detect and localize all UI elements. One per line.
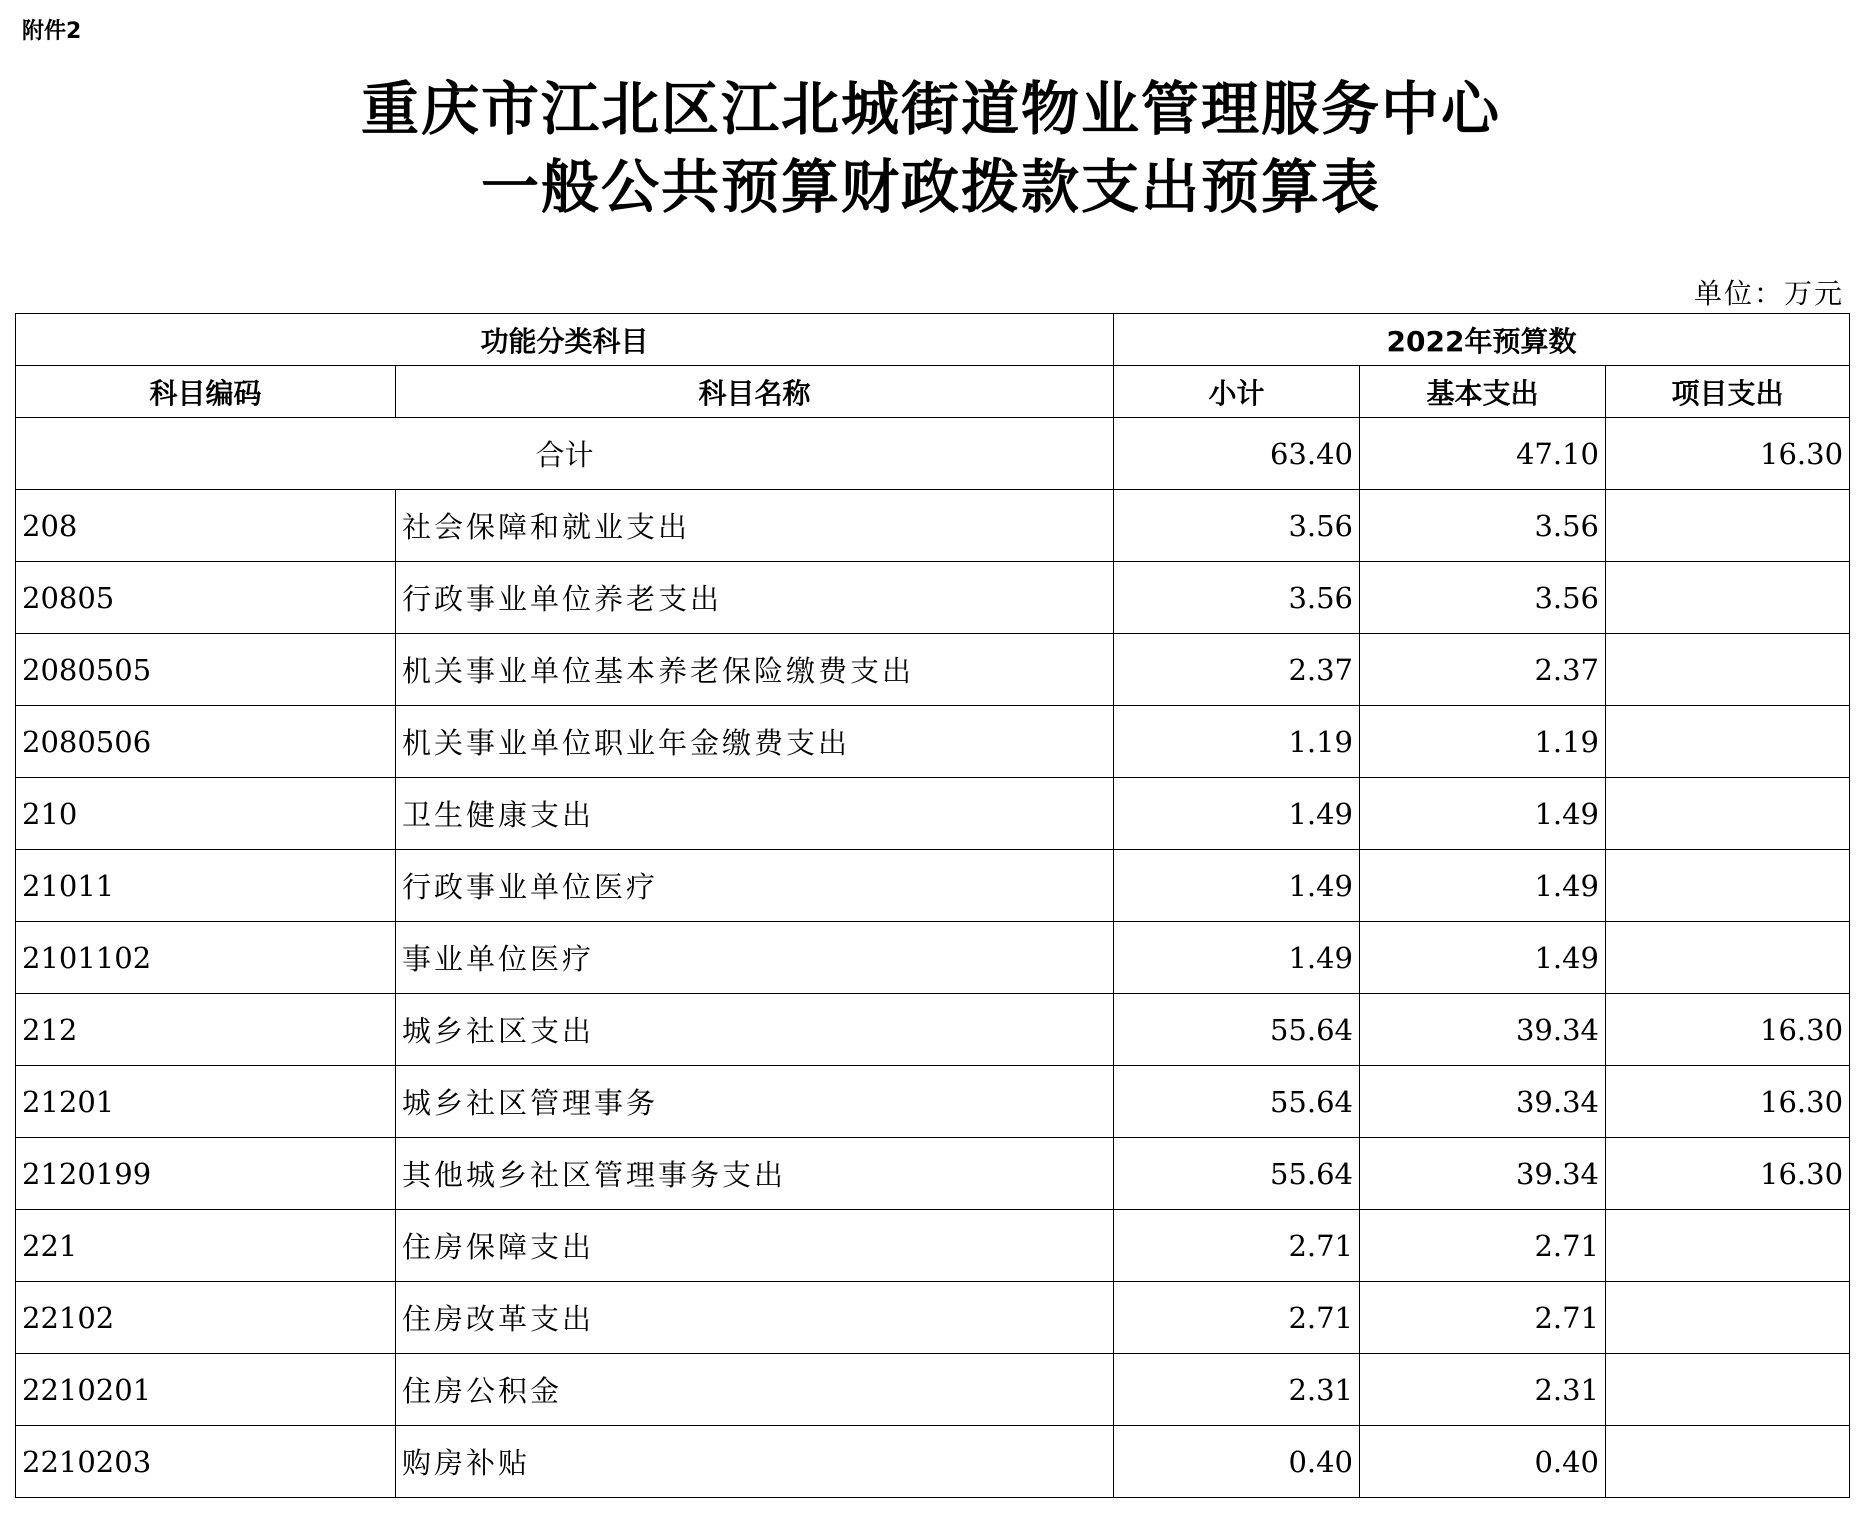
- row-basic: 1.19: [1360, 706, 1606, 778]
- row-name: 机关事业单位职业年金缴费支出: [396, 706, 1114, 778]
- document-title-line2: 一般公共预算财政拨款支出预算表: [480, 153, 1381, 221]
- header-basic: 基本支出: [1360, 366, 1606, 418]
- row-project: [1606, 1354, 1850, 1426]
- row-code: 212: [16, 994, 396, 1066]
- table-row: [16, 1426, 1850, 1498]
- row-code: 2080506: [16, 706, 396, 778]
- row-project: [1606, 706, 1850, 778]
- row-name: 卫生健康支出: [396, 778, 1114, 850]
- row-project: [1606, 634, 1850, 706]
- row-name: 城乡社区支出: [396, 994, 1114, 1066]
- table-row: [16, 634, 1850, 706]
- table-row: [16, 1354, 1850, 1426]
- row-name: 事业单位医疗: [396, 922, 1114, 994]
- header-code: 科目编码: [16, 366, 396, 418]
- row-project: [1606, 1210, 1850, 1282]
- row-project: [1606, 1426, 1850, 1498]
- row-name: 城乡社区管理事务: [396, 1066, 1114, 1138]
- header-function-category: 功能分类科目: [16, 314, 1114, 366]
- row-name: 住房公积金: [396, 1354, 1114, 1426]
- row-basic: 3.56: [1360, 562, 1606, 634]
- total-project: 16.30: [1606, 418, 1850, 490]
- document-title-line1: 重庆市江北区江北城街道物业管理服务中心: [360, 75, 1501, 143]
- row-name: 社会保障和就业支出: [396, 490, 1114, 562]
- row-project: [1606, 490, 1850, 562]
- row-basic: 39.34: [1360, 1066, 1606, 1138]
- row-project: [1606, 778, 1850, 850]
- row-code: 21201: [16, 1066, 396, 1138]
- table-row: [16, 706, 1850, 778]
- budget-table: [15, 313, 1850, 1498]
- row-subtotal: 3.56: [1114, 562, 1360, 634]
- row-name: 机关事业单位基本养老保险缴费支出: [396, 634, 1114, 706]
- header-subtotal: 小计: [1114, 366, 1360, 418]
- row-basic: 1.49: [1360, 922, 1606, 994]
- total-label: 合计: [16, 418, 1114, 490]
- row-code: 21011: [16, 850, 396, 922]
- row-project: [1606, 562, 1850, 634]
- row-code: 22102: [16, 1282, 396, 1354]
- header-row-columns: [16, 366, 1850, 418]
- row-subtotal: 3.56: [1114, 490, 1360, 562]
- row-subtotal: 2.37: [1114, 634, 1360, 706]
- table-row: [16, 922, 1850, 994]
- row-subtotal: 1.49: [1114, 778, 1360, 850]
- table-row: [16, 850, 1850, 922]
- row-project: 16.30: [1606, 1066, 1850, 1138]
- row-basic: 2.31: [1360, 1354, 1606, 1426]
- row-basic: 2.37: [1360, 634, 1606, 706]
- row-basic: 0.40: [1360, 1426, 1606, 1498]
- header-row-group: [16, 314, 1850, 366]
- row-subtotal: 1.49: [1114, 850, 1360, 922]
- header-budget-2022: 2022年预算数: [1114, 314, 1850, 366]
- table-row: [16, 1210, 1850, 1282]
- row-code: 2210203: [16, 1426, 396, 1498]
- row-code: 2120199: [16, 1138, 396, 1210]
- row-subtotal: 1.49: [1114, 922, 1360, 994]
- total-basic: 47.10: [1360, 418, 1606, 490]
- row-code: 2101102: [16, 922, 396, 994]
- row-code: 20805: [16, 562, 396, 634]
- table-row: [16, 778, 1850, 850]
- table-row: [16, 1138, 1850, 1210]
- row-project: [1606, 850, 1850, 922]
- row-name: 行政事业单位养老支出: [396, 562, 1114, 634]
- table-row: [16, 994, 1850, 1066]
- row-basic: 39.34: [1360, 1138, 1606, 1210]
- header-project: 项目支出: [1606, 366, 1850, 418]
- row-project: 16.30: [1606, 994, 1850, 1066]
- row-basic: 1.49: [1360, 778, 1606, 850]
- attachment-label: 附件2: [22, 19, 82, 44]
- row-basic: 39.34: [1360, 994, 1606, 1066]
- row-subtotal: 55.64: [1114, 994, 1360, 1066]
- row-code: 210: [16, 778, 396, 850]
- row-subtotal: 2.71: [1114, 1210, 1360, 1282]
- table-row: [16, 562, 1850, 634]
- unit-label: 单位：万元: [1693, 277, 1844, 310]
- row-basic: 3.56: [1360, 490, 1606, 562]
- row-name: 住房改革支出: [396, 1282, 1114, 1354]
- row-code: 221: [16, 1210, 396, 1282]
- row-project: [1606, 922, 1850, 994]
- table-row: [16, 1066, 1850, 1138]
- row-code: 208: [16, 490, 396, 562]
- row-subtotal: 55.64: [1114, 1066, 1360, 1138]
- row-name: 购房补贴: [396, 1426, 1114, 1498]
- row-basic: 2.71: [1360, 1282, 1606, 1354]
- row-project: 16.30: [1606, 1138, 1850, 1210]
- row-name: 其他城乡社区管理事务支出: [396, 1138, 1114, 1210]
- table-row: [16, 1282, 1850, 1354]
- header-name: 科目名称: [396, 366, 1114, 418]
- row-subtotal: 2.31: [1114, 1354, 1360, 1426]
- row-basic: 1.49: [1360, 850, 1606, 922]
- row-subtotal: 2.71: [1114, 1282, 1360, 1354]
- total-row: [16, 418, 1850, 490]
- row-code: 2080505: [16, 634, 396, 706]
- row-subtotal: 55.64: [1114, 1138, 1360, 1210]
- row-basic: 2.71: [1360, 1210, 1606, 1282]
- row-name: 住房保障支出: [396, 1210, 1114, 1282]
- row-project: [1606, 1282, 1850, 1354]
- row-name: 行政事业单位医疗: [396, 850, 1114, 922]
- row-code: 2210201: [16, 1354, 396, 1426]
- total-subtotal: 63.40: [1114, 418, 1360, 490]
- row-subtotal: 0.40: [1114, 1426, 1360, 1498]
- table-row: [16, 490, 1850, 562]
- row-subtotal: 1.19: [1114, 706, 1360, 778]
